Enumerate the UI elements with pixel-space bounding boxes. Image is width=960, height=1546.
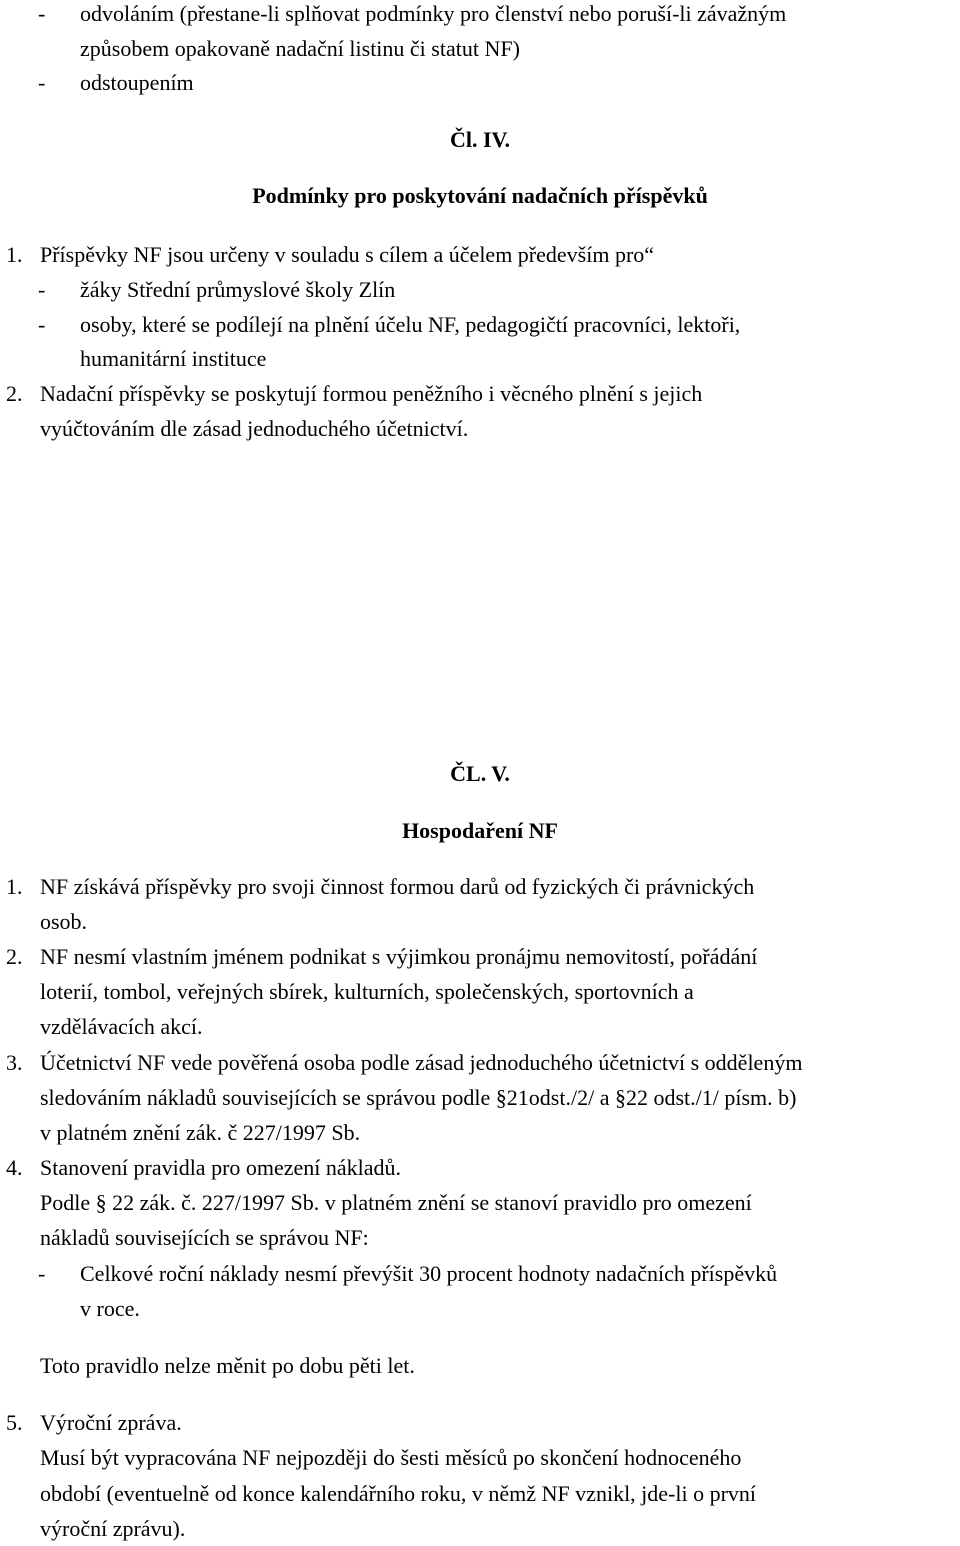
article-4-number: Čl. IV. [449,127,511,152]
art5-item-2-line-2: loterií, tombol, veřejných sbírek, kulturních, společenských, sportovních a [40,979,694,1004]
art5-item-5-line-4: výroční zprávu). [40,1516,186,1541]
art5-item-2-number: 2. [6,944,23,969]
art5-item-5-number: 5. [6,1410,23,1435]
art4-item-2-line-1: Nadační příspěvky se poskytují formou peněžního i věcného plnění s jejich [40,381,703,406]
art5-item-4-line-1: Stanovení pravidla pro omezení nákladů. [40,1155,402,1180]
art5-item-4-bullet-line-1: Celkové roční náklady nesmí převýšit 30 procent hodnoty nadačních příspěvků [80,1261,778,1286]
art5-item-1-line-2: osob. [40,909,88,934]
art5-item-2-line-1: NF nesmí vlastním jménem podnikat s výjimkou pronájmu nemovitostí, pořádání [40,944,758,969]
art5-item-4-line-3: nákladů souvisejících se správou NF: [40,1225,369,1250]
bullet-dash: - [38,1261,46,1286]
art4-item-1-number: 1. [6,242,23,267]
bullet-dash: - [38,70,46,95]
art5-item-5-line-2: Musí být vypracována NF nejpozději do šesti měsíců po skončení hodnoceného [40,1445,742,1470]
art5-item-3-line-1: Účetnictví NF vede pověřená osoba podle zásad jednoduchého účetnictví s odděleným [40,1050,803,1075]
art4-item-2-line-2: vyúčtováním dle zásad jednoduchého účetnictví. [40,416,469,441]
art5-item-4-bullet-line-2: v roce. [80,1296,140,1321]
art4-bullet-2-line-2: humanitární instituce [80,346,267,371]
article-5-title: Hospodaření NF [402,818,558,843]
art4-item-1-text: Příspěvky NF jsou určeny v souladu s cílem a účelem především pro“ [40,242,655,267]
art5-item-4-note: Toto pravidlo nelze měnit po dobu pěti let. [40,1353,415,1378]
art4-item-2-number: 2. [6,381,23,406]
intro-line-1: odvoláním (přestane-li splňovat podmínky pro členství nebo poruší-li závažným [80,1,787,26]
art5-item-1-line-1: NF získává příspěvky pro svoji činnost formou darů od fyzických či právnických [40,874,755,899]
article-4-title: Podmínky pro poskytování nadačních příspěvků [252,183,708,208]
article-5-number: ČL. V. [450,761,510,786]
art5-item-3-line-2: sledováním nákladů souvisejících se správou podle §21odst./2/ a §22 odst./1/ písm. b) [40,1085,797,1110]
art5-item-3-line-3: v platném znění zák. č 227/1997 Sb. [40,1120,361,1145]
art5-item-2-line-3: vzdělávacích akcí. [40,1014,203,1039]
bullet-dash: - [38,312,46,337]
bullet-dash: - [38,277,46,302]
art5-item-4-number: 4. [6,1155,23,1180]
intro-line-2: způsobem opakovaně nadační listinu či statut NF) [80,36,520,61]
art4-bullet-1: žáky Střední průmyslové školy Zlín [80,277,396,302]
art5-item-5-line-3: období (eventuelně od konce kalendářního roku, v němž NF vznikl, jde-li o první [40,1481,757,1506]
bullet-dash: - [38,1,46,26]
intro-line-3: odstoupením [80,70,194,95]
art4-bullet-2-line-1: osoby, které se podílejí na plnění účelu NF, pedagogičtí pracovníci, lektoři, [80,312,741,337]
art5-item-4-line-2: Podle § 22 zák. č. 227/1997 Sb. v platném znění se stanoví pravidlo pro omezení [40,1190,752,1215]
art5-item-5-line-1: Výroční zpráva. [40,1410,182,1435]
art5-item-1-number: 1. [6,874,23,899]
art5-item-3-number: 3. [6,1050,23,1075]
